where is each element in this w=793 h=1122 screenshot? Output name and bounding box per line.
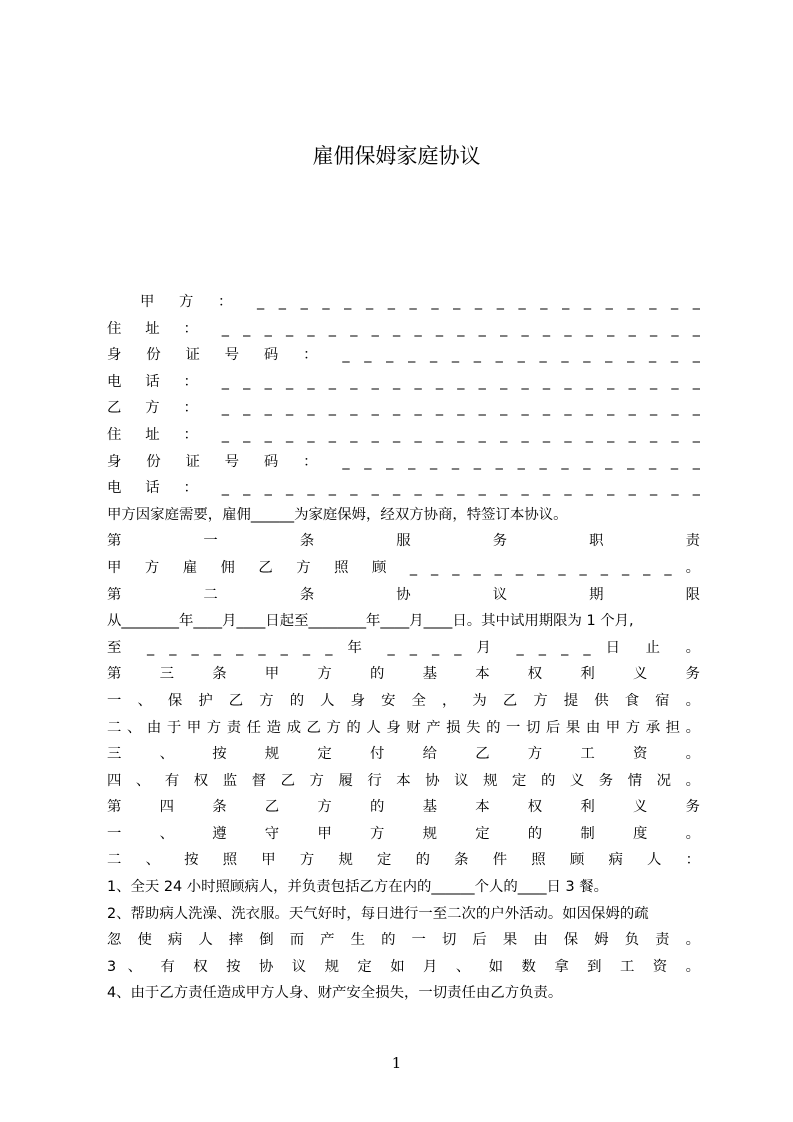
- party-a-name-line: 甲 方 ： _ _ _ _ _ _ _ _ _ _ _ _ _ _ _ _ _ _ _ _ _: [140, 294, 700, 310]
- article-4-item-2: 二 、 按 照 甲 方 规 定 的 条 件 照 顾 病 人 ：: [107, 852, 700, 869]
- intro-paragraph: 甲方因家庭需要，雇佣______为家庭保姆，经双方协商，特签订本协议。: [107, 506, 568, 523]
- party-a-phone-line: 电 话 ： _ _ _ _ _ _ _ _ _ _ _ _ _ _ _ _ _ _ _ _ _ _ _: [107, 373, 700, 390]
- care-item-1: 1、全天 24 小时照顾病人，并负责包括乙方在内的______个人的____日 3 餐。: [107, 879, 609, 896]
- party-a-id-line: 身 份 证 号 码 ： _ _ _ _ _ _ _ _ _ _ _ _ _ _ _ _ _: [107, 347, 700, 364]
- party-b-name-line: 乙 方 ： _ _ _ _ _ _ _ _ _ _ _ _ _ _ _ _ _ _ _ _ _ _ _: [107, 400, 700, 417]
- article-2-term-line: 从________年____月____日起至________年____月____日。其中试用期限为 1 个月,: [107, 613, 634, 630]
- article-3-item-1: 一 、 保 护 乙 方 的 人 身 安 全 ， 为 乙 方 提 供 食 宿 。: [107, 692, 700, 709]
- article-3-heading: 第 三 条 甲 方 的 基 本 权 利 义 务: [107, 666, 700, 683]
- party-b-address-line: 住 址 ： _ _ _ _ _ _ _ _ _ _ _ _ _ _ _ _ _ _ _ _ _ _ _: [107, 426, 700, 443]
- party-b-phone-line: 电 话 ： _ _ _ _ _ _ _ _ _ _ _ _ _ _ _ _ _ _ _ _ _ _ _: [107, 480, 700, 497]
- document-title: 雇佣保姆家庭协议: [312, 144, 481, 168]
- article-3-item-3: 三 、 按 规 定 付 给 乙 方 工 资 。: [107, 746, 700, 763]
- article-4-heading: 第 四 条 乙 方 的 基 本 权 利 义 务: [107, 799, 700, 816]
- care-item-2: 2、帮助病人洗澡、洗衣服。天气好时，每日进行一至二次的户外活动。如因保姆的疏: [107, 905, 649, 922]
- document-body: [107, 289, 700, 1007]
- article-3-item-4: 四 、 有 权 监 督 乙 方 履 行 本 协 议 规 定 的 义 务 情 况 。: [107, 772, 700, 789]
- care-item-4: 4、由于乙方责任造成甲方人身、财产安全损失，一切责任由乙方负责。: [107, 985, 563, 1002]
- party-b-id-line: 身 份 证 号 码 ： _ _ _ _ _ _ _ _ _ _ _ _ _ _ _ _ _: [107, 453, 700, 470]
- care-item-3: 3 、 有 权 按 协 议 规 定 如 月 、 如 数 拿 到 工 资 。: [107, 958, 700, 975]
- article-1-text: 甲 方 雇 佣 乙 方 照 顾 _ _ _ _ _ _ _ _ _ _ _ _ _ 。: [107, 559, 700, 576]
- page-number: 1: [391, 1054, 402, 1072]
- article-2-heading: 第 二 条 协 议 期 限: [107, 586, 700, 603]
- article-4-item-1: 一 、 遵 守 甲 方 规 定 的 制 度 。: [107, 825, 700, 842]
- article-3-item-2: 二、由于甲方责任造成乙方的人身财产损失的一切后果由甲方承担。: [107, 719, 700, 736]
- article-1-heading: 第 一 条 服 务 职 责: [107, 533, 700, 550]
- care-item-2-continued: 忽 使 病 人 摔 倒 而 产 生 的 一 切 后 果 由 保 姆 负 责 。: [107, 932, 700, 949]
- article-2-probation-line: 至 _ _ _ _ _ _ _ _ _ 年 _ _ _ _ 月 _ _ _ _ 日 止 。: [107, 639, 700, 656]
- party-a-address-line: 住 址 ： _ _ _ _ _ _ _ _ _ _ _ _ _ _ _ _ _ _ _ _ _ _ _: [107, 320, 700, 337]
